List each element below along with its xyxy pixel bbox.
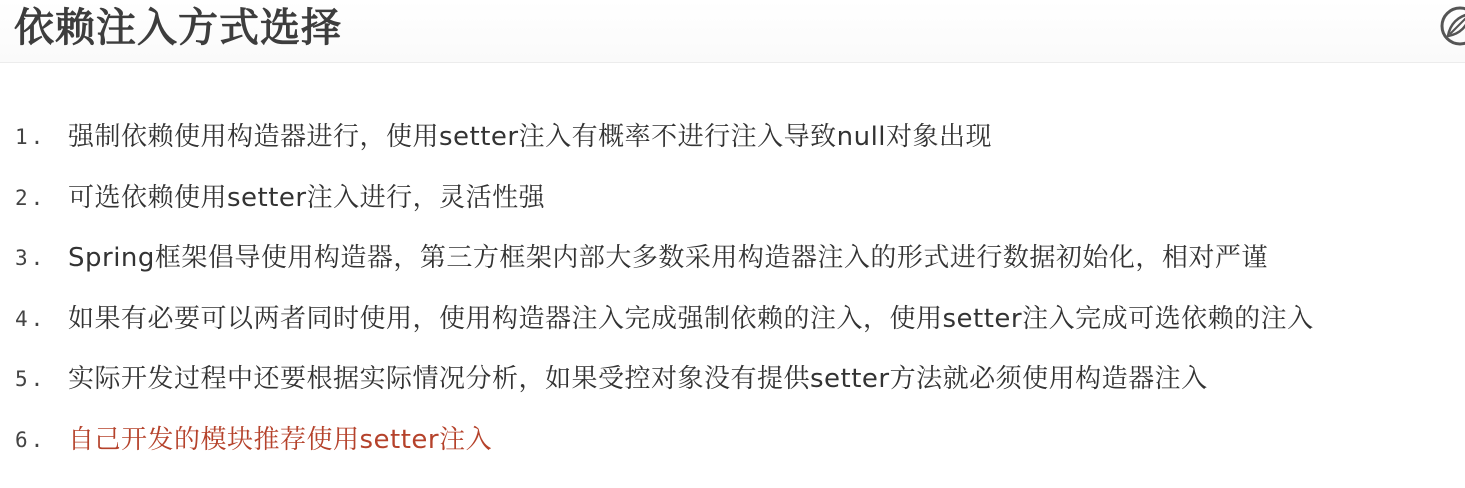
list-item-text: 如果有必要可以两者同时使用，使用构造器注入完成强制依赖的注入，使用setter注入完成可选依赖的注入 xyxy=(68,303,1314,334)
list-item xyxy=(0,354,1465,415)
list-item-number: 3. xyxy=(15,246,47,270)
list-item-text: 实际开发过程中还要根据实际情况分析，如果受控对象没有提供setter方法就必须使用构造器注入 xyxy=(68,364,1208,394)
slide-header xyxy=(0,0,1465,63)
list-item-number: 5. xyxy=(15,367,47,391)
spring-leaf-logo-icon xyxy=(1436,4,1465,48)
list-item xyxy=(0,294,1465,355)
list-item-text: 自己开发的模块推荐使用setter注入 xyxy=(68,424,493,455)
list-item-highlighted xyxy=(0,415,1465,476)
list-item-number: 6. xyxy=(15,427,47,452)
list-item xyxy=(0,112,1465,173)
list-item-text: 可选依赖使用setter注入进行，灵活性强 xyxy=(68,182,546,213)
list-item xyxy=(0,233,1465,294)
list-item-number: 1. xyxy=(15,125,47,149)
list-item-number: 2. xyxy=(15,185,47,210)
list-item-text: Spring框架倡导使用构造器，第三方框架内部大多数采用构造器注入的形式进行数据初始化，相对严谨 xyxy=(68,243,1268,273)
list-item-number: 4. xyxy=(15,306,47,331)
list-item-text: 强制依赖使用构造器进行，使用setter注入有概率不进行注入导致null对象出现 xyxy=(68,122,993,152)
option-list xyxy=(0,112,1465,475)
slide-title: 依赖注入方式选择 xyxy=(14,5,342,51)
list-item xyxy=(0,173,1465,234)
